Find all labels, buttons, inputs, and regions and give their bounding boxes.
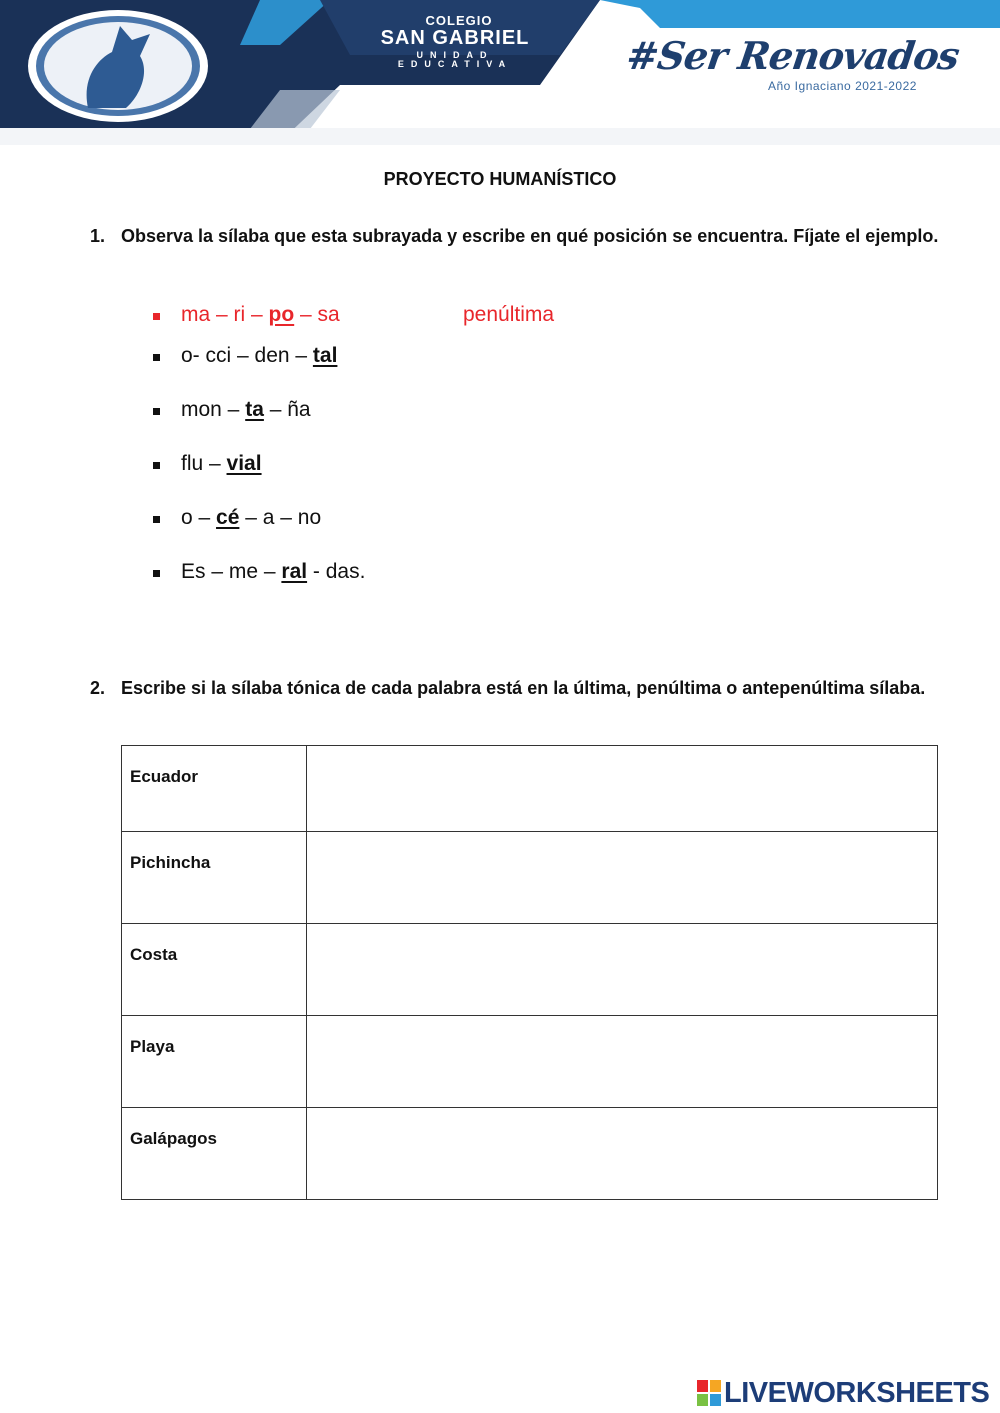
- word-cell: Pichincha: [122, 832, 307, 924]
- question-2: [90, 677, 950, 700]
- stressed-syllable: tal: [312, 344, 338, 367]
- question-1: [90, 225, 950, 248]
- table-row: [122, 1016, 938, 1108]
- answer-cell[interactable]: [307, 924, 938, 1016]
- bullet-icon: [153, 408, 160, 415]
- stressed-syllable: vial: [226, 452, 262, 475]
- bullet-icon: [153, 313, 160, 320]
- school-name: [360, 14, 550, 69]
- syllable-word: ma – ri – po – sa: [181, 303, 340, 326]
- answer-cell[interactable]: [307, 1016, 938, 1108]
- bullet-icon: [153, 516, 160, 523]
- answer-cell[interactable]: [307, 1108, 938, 1200]
- syllable-word: flu – vial: [181, 452, 262, 475]
- bullet-icon: [153, 462, 160, 469]
- year-note: Año Ignaciano 2021-2022: [768, 79, 917, 93]
- word-cell: Costa: [122, 924, 307, 1016]
- stressed-syllable: ral: [281, 560, 308, 583]
- table-row: [122, 746, 938, 832]
- header-banner: [0, 0, 1000, 145]
- slogan: #Ser Renovados: [623, 33, 962, 78]
- stressed-syllable: cé: [216, 506, 240, 529]
- example-answer: penúltima: [463, 303, 555, 326]
- syllable-word: o – cé – a – no: [181, 506, 322, 529]
- page-title: PROYECTO HUMANÍSTICO: [383, 169, 617, 189]
- question-1-number: 1.: [90, 226, 106, 246]
- school-line-1: COLEGIO: [425, 13, 493, 28]
- answer-cell[interactable]: [307, 746, 938, 832]
- word-cell: Playa: [122, 1016, 307, 1108]
- answer-cell[interactable]: [307, 832, 938, 924]
- liveworksheets-badge-icon: [697, 1380, 721, 1406]
- school-line-3: UNIDAD EDUCATIVA: [397, 50, 513, 69]
- table-row: [122, 1108, 938, 1200]
- syllable-word: o- cci – den – tal: [181, 344, 338, 367]
- bullet-icon: [153, 570, 160, 577]
- school-line-2: SAN GABRIEL: [380, 27, 530, 49]
- word-cell: Galápagos: [122, 1108, 307, 1200]
- syllable-word: Es – me – ral - das.: [181, 560, 366, 583]
- syllable-word: mon – ta – ña: [181, 398, 311, 421]
- question-2-text: Escribe si la sílaba tónica de cada palabra está en la última, penúltima o antepenúltima sílaba.: [121, 678, 926, 698]
- stressed-syllable: ta: [245, 398, 264, 421]
- bullet-icon: [153, 354, 160, 361]
- word-cell: Ecuador: [122, 746, 307, 832]
- stressed-syllable: po: [268, 303, 295, 326]
- question-1-text: Observa la sílaba que esta subrayada y escribe en qué posición se encuentra. Fíjate el ejemplo.: [121, 226, 939, 246]
- table-row: [122, 832, 938, 924]
- question-2-number: 2.: [90, 678, 106, 698]
- answer-table: [121, 745, 938, 1200]
- liveworksheets-brand: LIVEWORKSHEETS: [724, 1377, 990, 1409]
- table-row: [122, 924, 938, 1016]
